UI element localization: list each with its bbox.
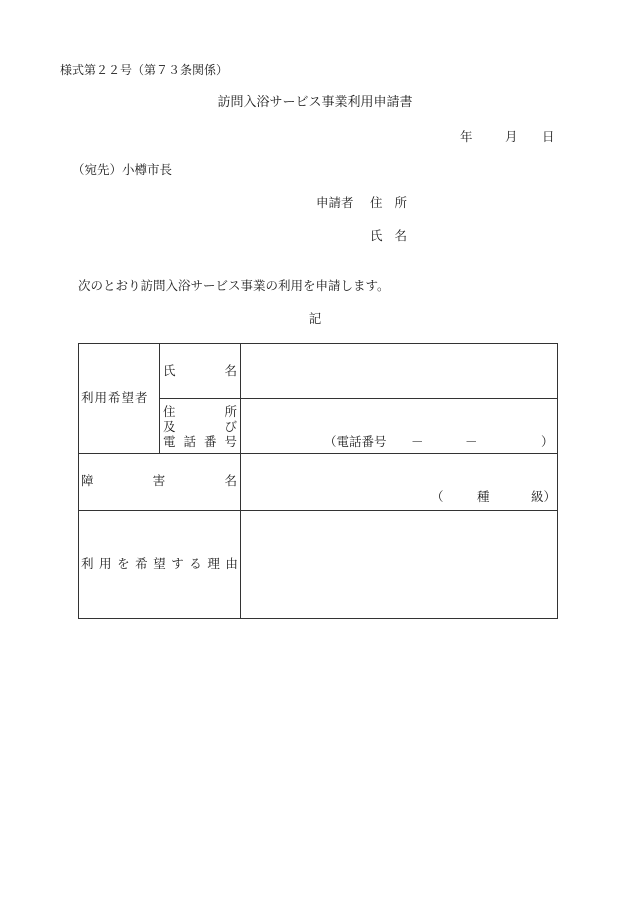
date-year: 年: [460, 129, 473, 144]
application-statement: 次のとおり訪問入浴サービス事業の利用を申請します。: [78, 278, 390, 293]
phone-prefix: （電話番号: [324, 434, 387, 449]
reason-label-c8: 理: [207, 556, 220, 571]
reason-label-c9: 由: [225, 556, 238, 571]
ki-heading: 記: [308, 311, 322, 326]
disability-grade: 級）: [531, 489, 557, 504]
reason-field[interactable]: [241, 511, 557, 619]
applicant-address-label: 住所: [370, 195, 420, 210]
disability-open-paren: （: [431, 489, 444, 504]
address-label-line1: [163, 406, 237, 419]
reason-label-c2: 用: [99, 556, 112, 571]
disability-label-c3: 名: [224, 473, 237, 488]
disability-label-c2: 害: [152, 473, 166, 488]
reason-label-c4: 希: [135, 556, 148, 571]
applicant-name-label: 氏名: [370, 228, 420, 243]
reason-label-c1: 利: [81, 556, 94, 571]
address-label-line1-a: 住: [163, 404, 176, 419]
application-table: [78, 343, 558, 619]
disability-label: [81, 475, 237, 488]
address-label-line3-c4: 号: [224, 434, 237, 449]
form-number: 様式第２２号（第７３条関係）: [60, 63, 229, 77]
disability-kind: 種: [477, 489, 490, 504]
name-row-label-a: 氏: [163, 363, 176, 378]
reason-label: [81, 558, 238, 571]
reason-label-c7: る: [189, 556, 202, 571]
phone-dash-1: －: [411, 434, 424, 449]
address-label-line2: [163, 421, 237, 434]
reason-label-c6: す: [171, 556, 184, 571]
name-row-label-b: 名: [224, 363, 237, 378]
name-field[interactable]: [241, 344, 557, 398]
address-label-line3-c1: 電: [163, 434, 176, 449]
address-label-line2-b: び: [224, 419, 237, 434]
reason-label-c5: 望: [153, 556, 166, 571]
address-label-line3-c3: 番: [203, 434, 217, 449]
date-day: 日: [542, 129, 555, 144]
date-month: 月: [505, 129, 518, 144]
address-label-line2-a: 及: [163, 419, 176, 434]
addressee: （宛先）小樽市長: [72, 162, 173, 177]
name-row-label: [163, 365, 237, 378]
address-phone-field[interactable]: [241, 399, 557, 453]
applicant-label: 申請者: [316, 195, 354, 210]
phone-suffix: ）: [541, 434, 554, 449]
phone-dash-2: －: [465, 434, 478, 449]
address-label-line3: [163, 436, 237, 449]
reason-label-c3: を: [117, 556, 130, 571]
applicant-group-label: 利用希望者: [81, 390, 149, 405]
disability-label-c1: 障: [81, 473, 94, 488]
address-label-line1-b: 所: [224, 404, 237, 419]
disability-field[interactable]: [241, 454, 557, 510]
form-title: 訪問入浴サービス事業利用申請書: [217, 95, 413, 110]
address-label-line3-c2: 話: [183, 434, 196, 449]
